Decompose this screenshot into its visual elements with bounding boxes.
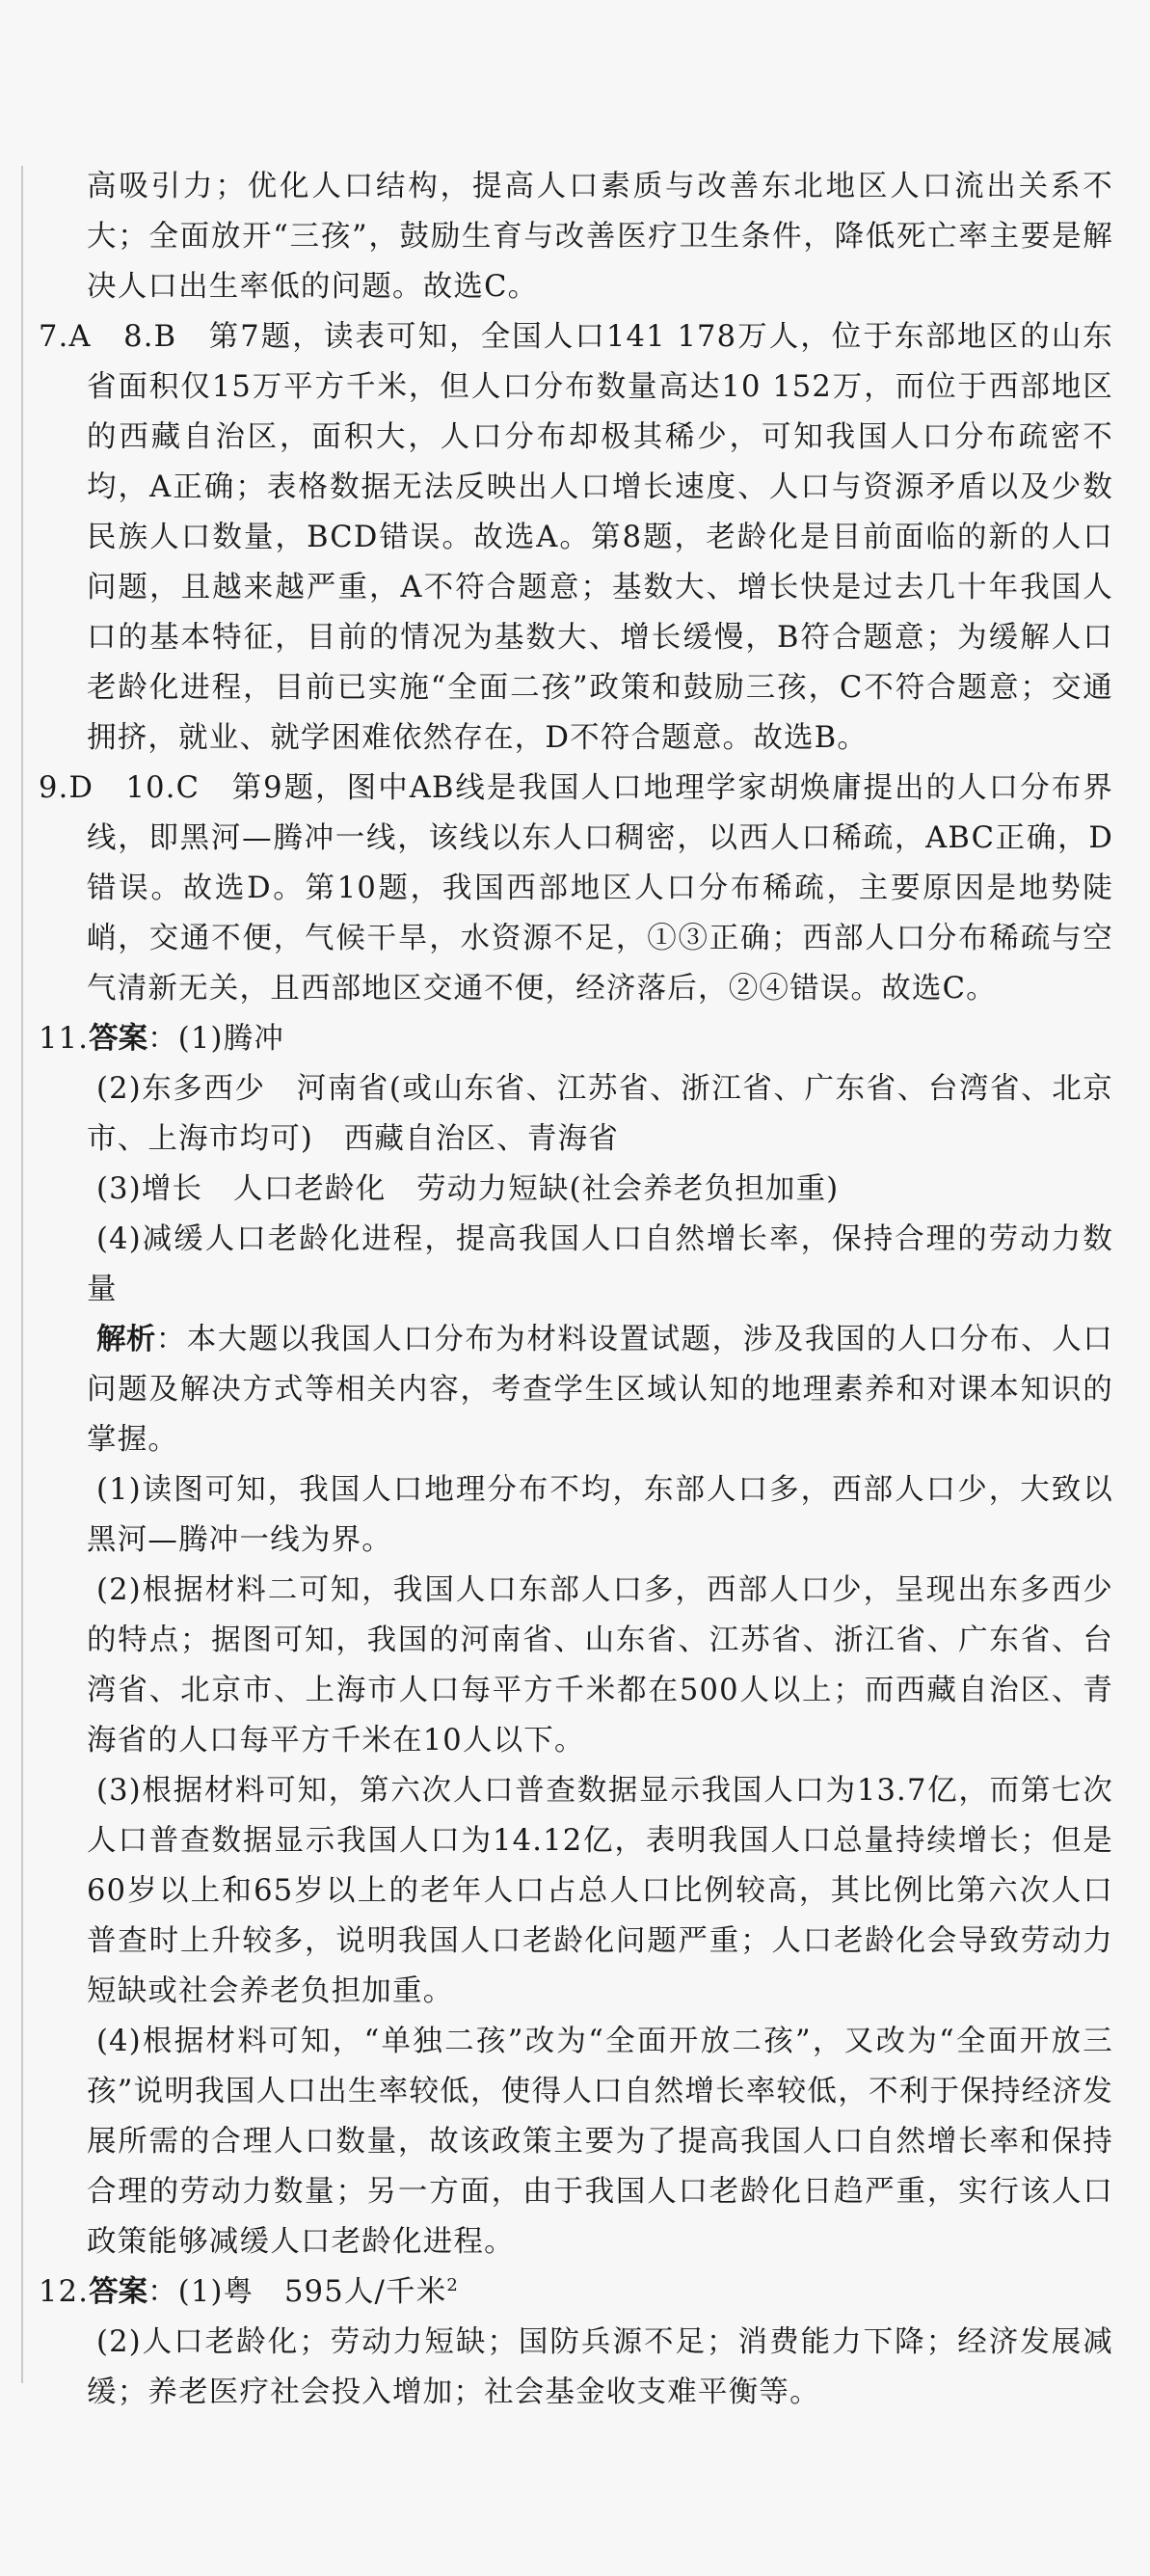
answer-label-11: 答案 [89,1022,148,1056]
analysis-label-11: 解析 [96,1323,156,1356]
answer-11-part2: (2)东多西少 河南省(或山东省、江苏省、浙江省、广东省、台湾省、北京市、上海市均可) 西藏自治区、青海省 [87,1072,1113,1156]
explanation-11-2: (2)根据材料二可知，我国人口东部人口多，西部人口少，呈现出东多西少的特点；据图可知，我国的河南省、山东省、江苏省、浙江省、广东省、台湾省、北京市、上海市人口每平方千米都在500人以上；而西藏自治区、青海省的人口每平方千米在10人以下。 [87,1573,1113,1758]
continuation-paragraph: 高吸引力；优化人口结构，提高人口素质与改善东北地区人口流出关系不大；全面放开“三孩”，鼓励生育与改善医疗卫生条件，降低死亡率主要是解决人口出生率低的问题。故选C。 [87,170,1113,304]
answer-7-8: 7.A 8.B 第7题，读表可知，全国人口141 178万人，位于东部地区的山东省面积仅15万平方千米，但人口分布数量高达10 152万，而位于西部地区的西藏自治区，面积大，人口分布却极其稀少，可知我国人口分布疏密不均，A正确；表格数据无法反映出人口增长速度、人口与资源矛盾以及少数民族人口数量，BCD错误。故选A。第8题，老龄化是目前面临的新的人口问题，且越来越严重，A不符合题意；基数大、增长快是过去几十年我国人口的基本特征，目前的情况为基数大、增长缓慢，B符合题意；为缓解人口老龄化进程，目前已实施“全面二孩”政策和鼓励三孩，C不符合题意；交通拥挤，就业、就学困难依然存在，D不符合题意。故选B。 [39,320,1113,755]
answer-12-part1: ：(1)粤 595人/千米 [147,2275,447,2309]
margin-rule [21,166,23,2383]
answer-11-line1 [39,1014,1113,1064]
answer-content [39,162,1113,2418]
answer-12-line1 [39,2267,1113,2318]
answer-12-part2: (2)人口老龄化；劳动力短缺；国防兵源不足；消费能力下降；经济发展减缓；养老医疗社会投入增加；社会基金收支难平衡等。 [87,2325,1113,2409]
answer-label-12: 答案 [89,2275,148,2309]
answer-11-part3: (3)增长 人口老龄化 劳动力短缺(社会养老负担加重) [96,1172,840,1206]
answer-11-part1: ：(1)腾冲 [147,1022,285,1056]
explanation-11-3: (3)根据材料可知，第六次人口普查数据显示我国人口为13.7亿，而第七次人口普查数据显示我国人口为14.12亿，表明我国人口总量持续增长；但是60岁以上和65岁以上的老年人口占总人口比例较高，其比例比第六次人口普查时上升较多，说明我国人口老龄化问题严重；人口老龄化会导致劳动力短缺或社会养老负担加重。 [87,1774,1113,2008]
question-number-12: 12. [39,2275,90,2309]
question-number-11: 11. [39,1022,90,1056]
superscript-2: 2 [446,2274,460,2295]
explanation-11-4: (4)根据材料可知，“单独二孩”改为“全面开放二孩”，又改为“全面开放三孩”说明我国人口出生率较低，使得人口自然增长率较低，不利于保持经济发展所需的合理人口数量，故该政策主要为了提高我国人口自然增长率和保持合理的劳动力数量；另一方面，由于我国人口老龄化日趋严重，实行该人口政策能够减缓人口老龄化进程。 [87,2025,1113,2259]
analysis-11-text: ：本大题以我国人口分布为材料设置试题，涉及我国的人口分布、人口问题及解决方式等相关内容，考查学生区域认知的地理素养和对课本知识的掌握。 [87,1323,1114,1457]
analysis-11 [39,1315,1113,1465]
explanation-11-1: (1)读图可知，我国人口地理分布不均，东部人口多，西部人口少，大致以黑河—腾冲一线为界。 [87,1473,1113,1557]
answer-11-part4: (4)减缓人口老龄化进程，提高我国人口自然增长率，保持合理的劳动力数量 [87,1222,1113,1306]
answer-9-10: 9.D 10.C 第9题，图中AB线是我国人口地理学家胡焕庸提出的人口分布界线，即黑河—腾冲一线，该线以东人口稠密，以西人口稀疏，ABC正确，D错误。故选D。第10题，我国西部地区人口分布稀疏，主要原因是地势陡峭，交通不便，气候干旱，水资源不足，①③正确；西部人口分布稀疏与空气清新无关，且西部地区交通不便，经济落后，②④错误。故选C。 [39,771,1113,1006]
